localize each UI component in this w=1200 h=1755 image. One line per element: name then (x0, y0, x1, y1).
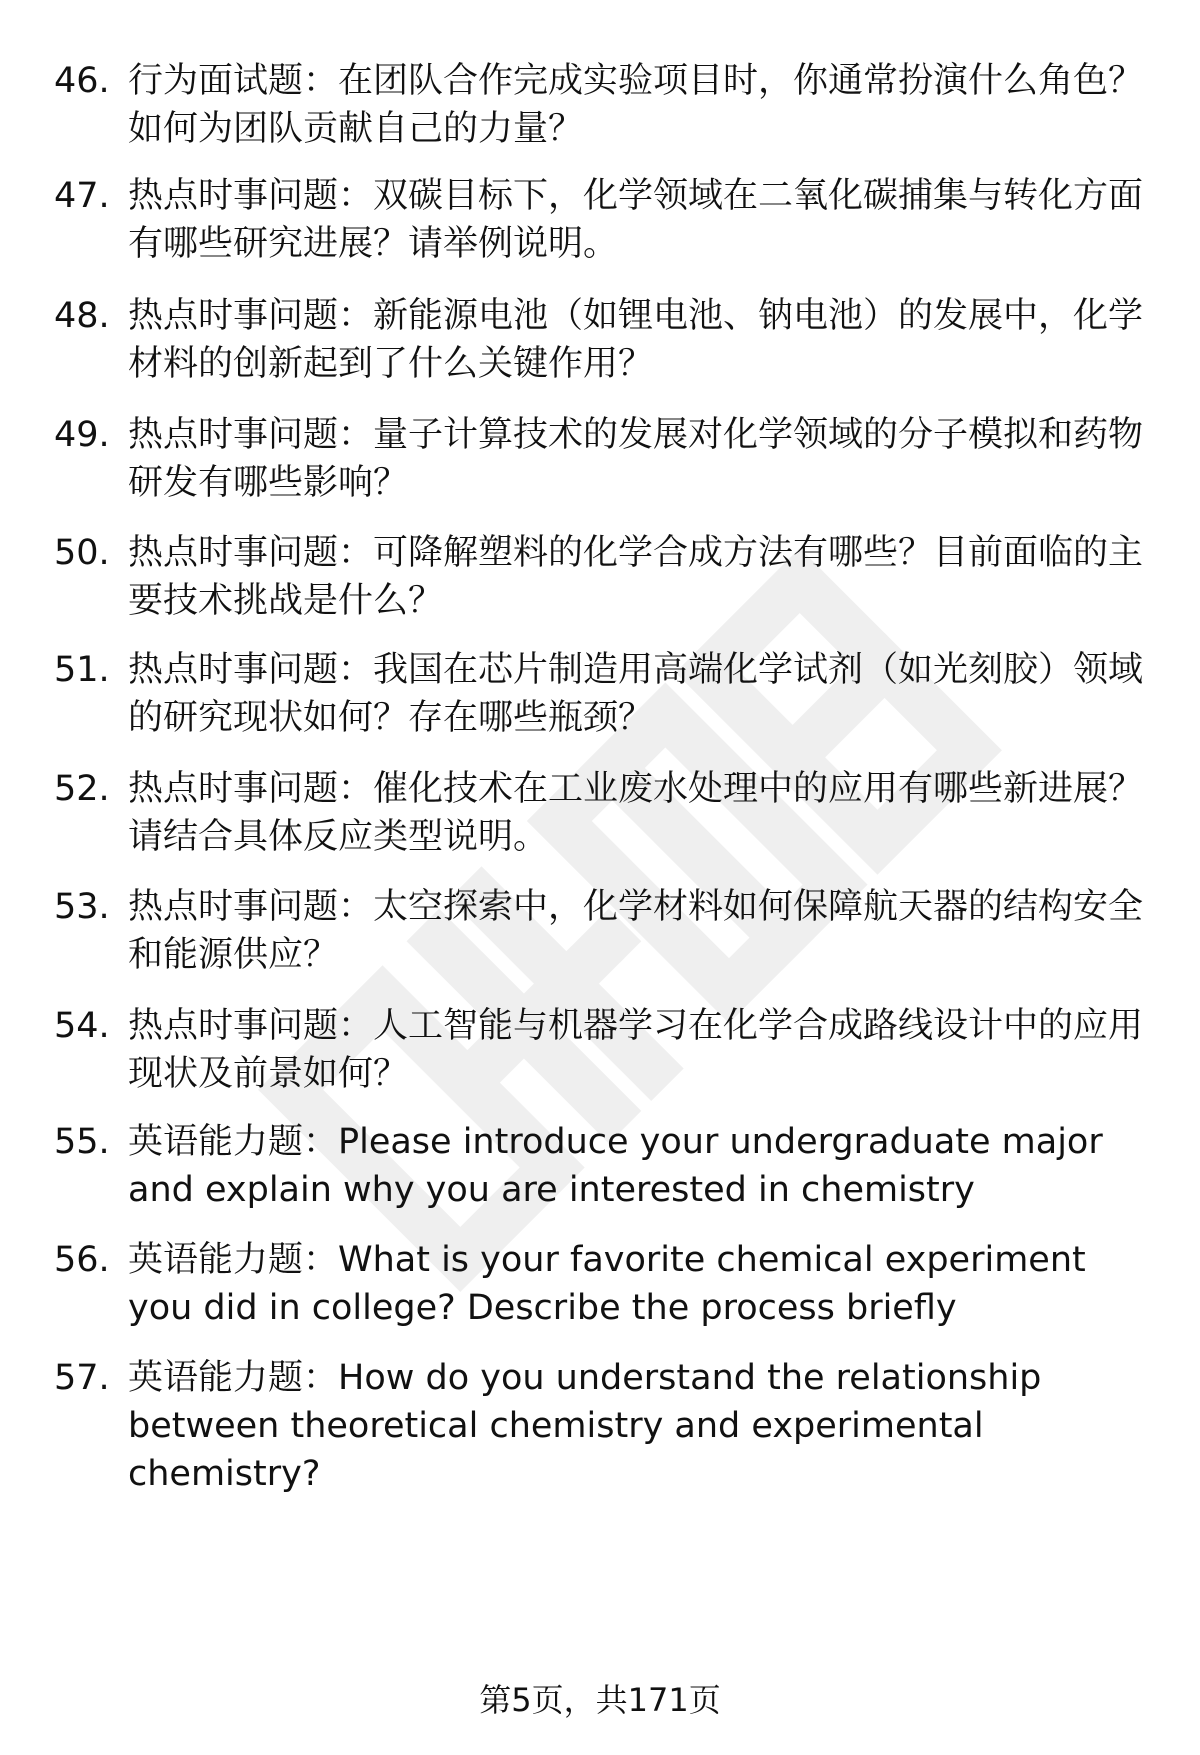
item-number: 47. (54, 176, 110, 216)
item-number: 48. (54, 296, 110, 336)
item-text: 热点时事问题：新能源电池（如锂电池、钠电池）的发展中，化学材料的创新起到了什么关键作用？ (128, 296, 1144, 384)
item-text: 热点时事问题：人工智能与机器学习在化学合成路线设计中的应用现状及前景如何？ (128, 1006, 1144, 1094)
item-text: 英语能力题：What is your favorite chemical experiment you did in college? Describe the process briefly (128, 1240, 1086, 1328)
item-text: 热点时事问题：太空探索中，化学材料如何保障航天器的结构安全和能源供应？ (128, 887, 1144, 975)
item-number: 55. (54, 1122, 110, 1162)
item-number: 49. (54, 415, 110, 455)
item-number: 52. (54, 769, 110, 809)
item-number: 51. (54, 650, 110, 690)
item-text: 热点时事问题：我国在芯片制造用高端化学试剂（如光刻胶）领域的研究现状如何？存在哪些瓶颈？ (128, 650, 1144, 738)
item-number: 56. (54, 1240, 110, 1280)
item-number: 54. (54, 1006, 110, 1046)
item-number: 46. (54, 61, 110, 101)
item-text: 热点时事问题：可降解塑料的化学合成方法有哪些？目前面临的主要技术挑战是什么？ (128, 533, 1144, 621)
item-text: 英语能力题：Please introduce your undergraduate major and explain why you are interested in chemistry (128, 1122, 1103, 1210)
item-text: 热点时事问题：双碳目标下，化学领域在二氧化碳捕集与转化方面有哪些研究进展？请举例说明。 (128, 176, 1144, 264)
item-number: 50. (54, 533, 110, 573)
item-text: 行为面试题：在团队合作完成实验项目时，你通常扮演什么角色？如何为团队贡献自己的力量？ (128, 61, 1144, 149)
item-text: 英语能力题：How do you understand the relationship between theoretical chemistry and experimental chemistry? (128, 1358, 1042, 1494)
item-text: 热点时事问题：催化技术在工业废水处理中的应用有哪些新进展？请结合具体反应类型说明。 (128, 769, 1144, 857)
item-text: 热点时事问题：量子计算技术的发展对化学领域的分子模拟和药物研发有哪些影响？ (128, 415, 1144, 503)
item-number: 53. (54, 887, 110, 927)
item-number: 57. (54, 1358, 110, 1398)
page-footer: 第5页，共171页 (479, 1681, 721, 1719)
